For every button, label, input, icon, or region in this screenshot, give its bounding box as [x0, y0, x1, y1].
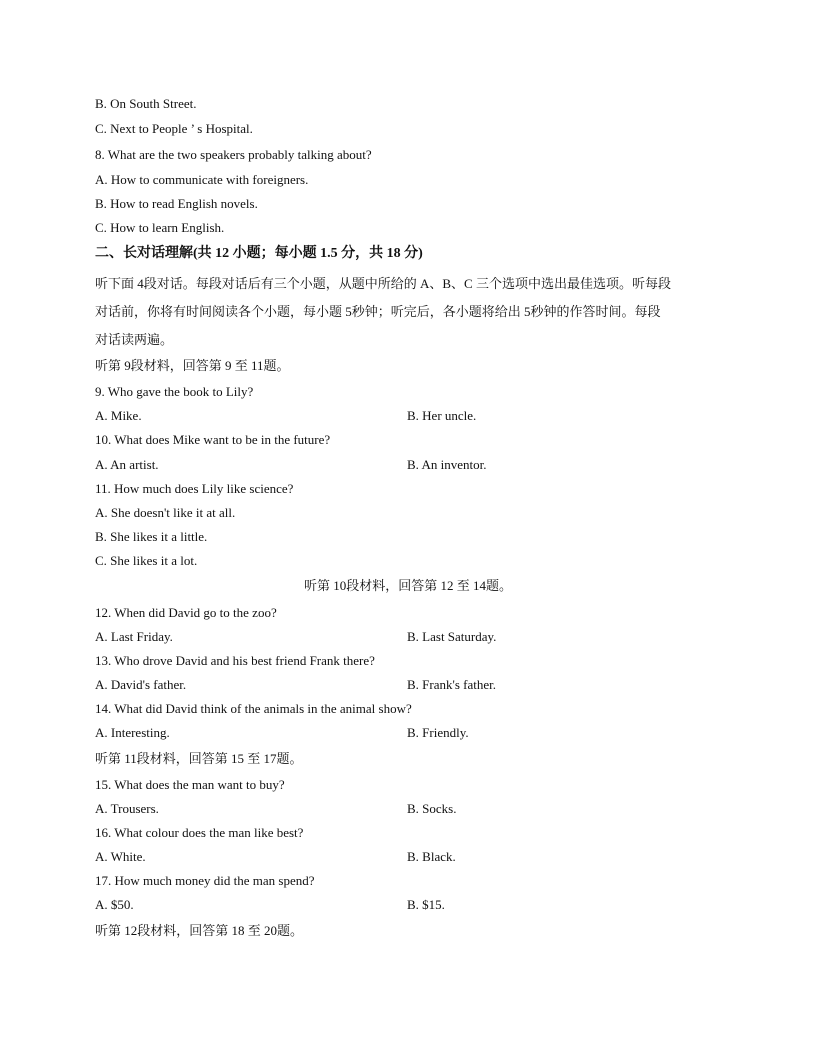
q17-option-b: B. $15.: [407, 897, 445, 912]
q13-question: 13. Who drove David and his best friend Frank there?: [95, 653, 375, 668]
passage-11-label: 听第 11段材料，回答第 15 至 17题。: [95, 751, 303, 766]
q8-option-b: B. How to read English novels.: [95, 196, 258, 211]
q11-option-c: C. She likes it a lot.: [95, 553, 198, 568]
q14-option-a: A. Interesting.: [95, 725, 170, 740]
q14-option-b: B. Friendly.: [407, 725, 469, 740]
q17-question: 17. How much money did the man spend?: [95, 873, 315, 888]
q17-option-a: A. $50.: [95, 897, 134, 912]
q15-question: 15. What does the man want to buy?: [95, 777, 285, 792]
q7-option-c: C. Next to People ’ s Hospital.: [95, 121, 253, 136]
instruction-line: 对话前，你将有时间阅读各个小题，每小题 5秒钟；听完后，各小题将给出 5秒钟的作答时间。每段: [95, 304, 661, 319]
q15-option-a: A. Trousers.: [95, 801, 159, 816]
instruction-line: 对话读两遍。: [95, 332, 174, 347]
passage-12-label: 听第 12段材料，回答第 18 至 20题。: [95, 923, 304, 938]
q10-question: 10. What does Mike want to be in the future?: [95, 432, 331, 447]
q13-option-a: A. David's father.: [95, 677, 187, 692]
instruction-line: 听下面 4段对话。每段对话后有三个小题，从题中所给的 A、B、C 三个选项中选出最佳选项。听每段: [95, 276, 671, 291]
q8-option-c: C. How to learn English.: [95, 220, 225, 235]
q8-option-a: A. How to communicate with foreigners.: [95, 172, 309, 187]
q9-option-a: A. Mike.: [95, 408, 142, 423]
q11-question: 11. How much does Lily like science?: [95, 481, 294, 496]
q11-option-b: B. She likes it a little.: [95, 529, 208, 544]
q15-option-b: B. Socks.: [407, 801, 457, 816]
q10-option-a: A. An artist.: [95, 457, 159, 472]
q12-question: 12. When did David go to the zoo?: [95, 605, 277, 620]
passage-10-label: 听第 10段材料，回答第 12 至 14题。: [303, 578, 512, 593]
q9-option-b: B. Her uncle.: [407, 408, 477, 423]
q16-question: 16. What colour does the man like best?: [95, 825, 304, 840]
q10-option-b: B. An inventor.: [407, 457, 487, 472]
q13-option-b: B. Frank's father.: [407, 677, 496, 692]
q12-option-a: A. Last Friday.: [95, 629, 173, 644]
q9-question: 9. Who gave the book to Lily?: [95, 384, 254, 399]
q16-option-a: A. White.: [95, 849, 146, 864]
section-heading: 二、长对话理解(共 12 小题；每小题 1.5 分，共 18 分): [95, 246, 423, 261]
q12-option-b: B. Last Saturday.: [407, 629, 497, 644]
passage-9-label: 听第 9段材料，回答第 9 至 11题。: [95, 358, 290, 373]
section-instructions: [95, 270, 721, 354]
q16-option-b: B. Black.: [407, 849, 456, 864]
q8-question: 8. What are the two speakers probably talking about?: [95, 147, 372, 162]
q11-option-a: A. She doesn't like it at all.: [95, 505, 236, 520]
q14-question: 14. What did David think of the animals in the animal show?: [95, 701, 412, 716]
q7-option-b: B. On South Street.: [95, 96, 197, 111]
